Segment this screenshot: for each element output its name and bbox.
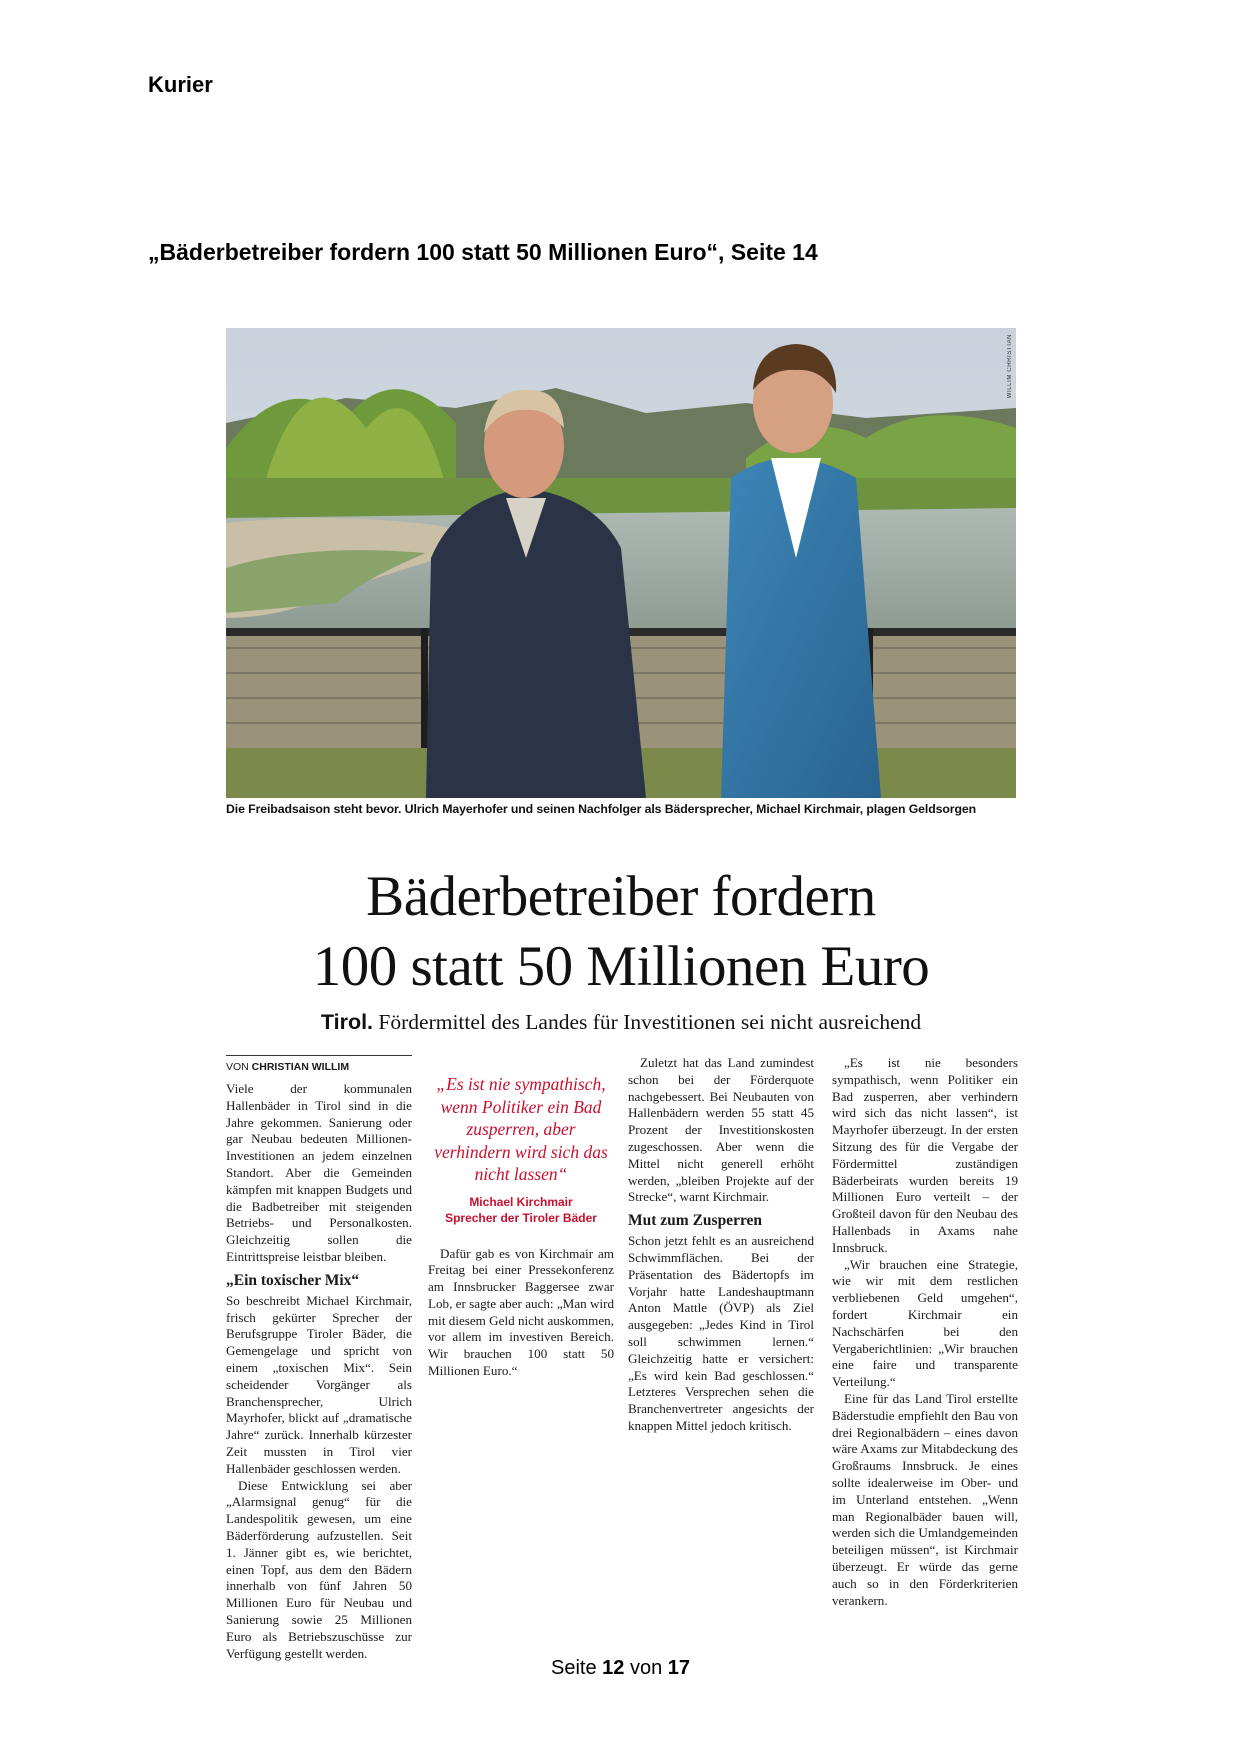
photo-illustration (226, 328, 1016, 798)
article-subhead: Mut zum Zusperren (628, 1212, 763, 1230)
total-page-count: 17 (667, 1657, 690, 1679)
page-footer: Seite 12 von 17 (550, 1657, 690, 1679)
photo-credit: WILLIM CHRISTIAN (1007, 334, 1013, 399)
article-column-1 (226, 1055, 412, 1662)
article-column-2 (428, 1055, 614, 1380)
photo-caption: Die Freibadsaison steht bevor. Ulrich Mayerhofer und seinen Nachfolger als Bädersprecher, Michael Kirchmair, plagen Geldsorgen (226, 802, 977, 816)
pull-quote-author-role: Sprecher der Tiroler Bäder (445, 1210, 597, 1225)
article-paragraph: So beschreibt Michael Kirchmair, frisch gekürter Sprecher der Berufsgruppe Tiroler Bäder, die Gemengelage und spricht von einem „toxischen Mix“. Sein scheidender Vorgänger als Branchensprecher, Ulrich Mayrhofer, blickt auf „dramatische Jahre“ zurück. Innerhalb kürzester Zeit mussten in Tirol vier Hallenbäder geschlossen werden. (226, 1292, 412, 1476)
article-paragraph: Schon jetzt fehlt es an ausreichend Schwimmflächen. Bei der Präsentation des Bädertopfs im Vorjahr hatte Landeshauptmann Anton Mattle (ÖVP) als Ziel ausgegeben: „Jedes Kind in Tirol soll schwimmen lernen.“ Gleichzeitig hatte er versichert: „Es wird kein Bad geschlossen.“ Letzteres Versprechen sehen die Branchenvertreter angesichts der knappen Mittel jedoch kritisch. (628, 1233, 814, 1433)
article-paragraph: Dafür gab es von Kirchmair am Freitag bei einer Pressekonferenz am Innsbrucker Baggersee zwar Lob, er sagte aber auch: „Man wird mit diesem Geld nicht auskommen, vor allem im investiven Bereich. Wir brauchen 100 statt 50 Millionen Euro.“ (428, 1245, 614, 1379)
author-name: CHRISTIAN WILLIM (251, 1061, 350, 1073)
article-subheadline (226, 1010, 1016, 1035)
byline: VON CHRISTIAN WILLIM (226, 1055, 412, 1074)
pull-quote-author: Michael Kirchmair (469, 1194, 573, 1209)
article-photo (226, 328, 1016, 798)
subheadline-text: Fördermittel des Landes für Investitionen sei nicht ausreichend (373, 1010, 922, 1034)
pull-quote-text: „Es ist nie sympathisch, wenn Politiker ein Bad zusperren, aber verhindern wird sich das nicht lassen“ (434, 1074, 608, 1184)
subheadline-keyword: Tirol. (320, 1010, 374, 1034)
article-paragraph: Diese Entwicklung sei aber „Alarmsignal genug“ für die Landespolitik gewesen, um eine Bäderförderung aufzustellen. Seit 1. Jänner gibt es, wie berichtet, einen Topf, aus dem den Bädern innerhalb von fünf Jahren 50 Millionen Euro für Neubau und Sanierung sowie 25 Millionen Euro als Betriebszuschüsse zur Verfügung gestellt werden. (226, 1477, 412, 1661)
article-reference-title: „Bäderbetreiber fordern 100 statt 50 Millionen Euro“, Seite 14 (148, 239, 818, 265)
article-headline (226, 862, 1016, 1002)
article-column-4 (832, 1055, 1018, 1609)
article-column-3 (628, 1055, 814, 1435)
pull-quote (428, 1073, 614, 1226)
current-page-number: 12 (602, 1657, 625, 1679)
article-paragraph: „Es ist nie besonders sympathisch, wenn Politiker ein Bad zusperren, aber verhindern wird sich das nicht lassen“, ist Mayrhofer überzeugt. In der ersten Sitzung des für die Vergabe der Fördermittel zuständigen Bäderbeirats wurden bereits 19 Millionen Euro verteilt – der Großteil davon für den Neubau des Hallenbads in Axams nahe Innsbruck. (832, 1055, 1018, 1255)
article-paragraph: „Wir brauchen eine Strategie, wie wir mit dem restlichen verbliebenen Geld umgehen“, fordert Kirchmair ein Nachschärfen bei den Vergaberichtlinien: „Wir brauchen eine faire und transparente Verteilung.“ (832, 1256, 1018, 1390)
article-subhead: „Ein toxischer Mix“ (226, 1271, 360, 1289)
headline-line-1: Bäderbetreiber fordern (366, 865, 876, 928)
article-paragraph: Eine für das Land Tirol erstellte Bäderstudie empfiehlt den Bau von drei Regionalbädern – eines davon wäre Axams zur Mitabdeckung des Großraums Innsbruck. Je eines sollte idealerweise im Ober- und im Unterland entstehen. „Wenn man Regionalbäder bauen will, werden sich die Umlandgemeinden beteiligen müssen“, ist Kirchmair überzeugt. Er würde das gerne auch so in den Förderkriterien verankern. (832, 1390, 1018, 1608)
article-paragraph: Viele der kommunalen Hallenbäder in Tirol sind in die Jahre gekommen. Sanierung oder gar Neubau bedeuten Millionen-Investitionen an jedem einzelnen Standort. Aber die Gemeinden kämpfen mit knappen Budgets und die Badbetreiber mit steigenden Betriebs- und Personalkosten. Gleichzeitig sollen die Eintrittspreise leistbar bleiben. (226, 1081, 412, 1264)
publication-source: Kurier (148, 72, 213, 97)
article-paragraph: Zuletzt hat das Land zumindest schon bei der Förderquote nachgebessert. Bei Neubauten von Hallenbädern werden 55 statt 45 Prozent der Investitionskosten zugeschossen. Aber wenn die Mittel nicht generell erhöht werden, „bleiben Projekte auf der Strecke“, warnt Kirchmair. (628, 1055, 814, 1205)
headline-line-2: 100 statt 50 Millionen Euro (312, 935, 930, 998)
